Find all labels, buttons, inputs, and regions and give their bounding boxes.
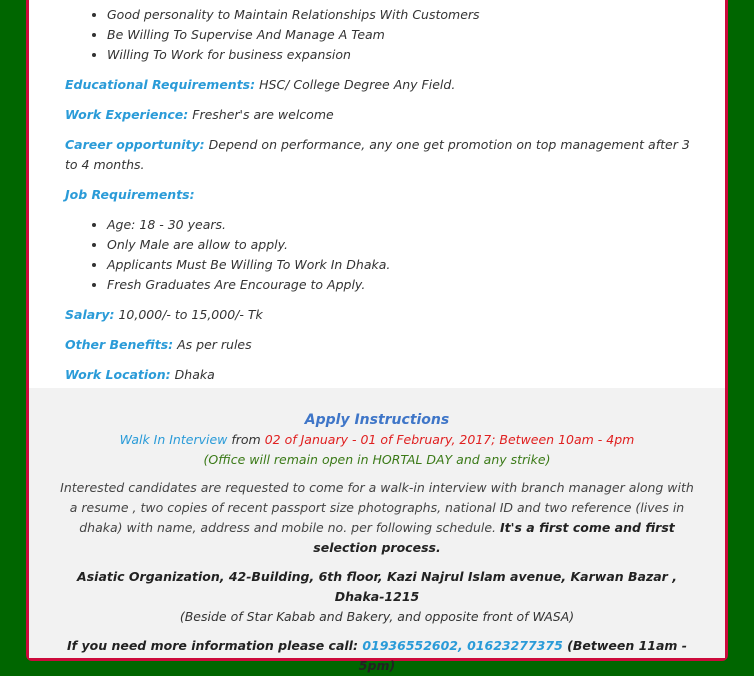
career-value: Depend on performance, any one get promotion on top management after 3 to 4 months. [65,137,690,172]
experience-label: Work Experience: [65,107,189,122]
career-row [65,135,705,175]
list-item: • Good personality to Maintain Relationships With Customers [107,5,705,25]
salary-row [65,305,705,325]
address-block [55,567,699,627]
walk-in-label: Walk In Interview [119,432,228,447]
phone-numbers[interactable]: 01936552602, 01623277375 [362,638,563,653]
list-item: • Age: 18 - 30 years. [107,215,705,235]
office-note: (Office will remain open in HORTAL DAY and any strike) [203,452,551,467]
education-label: Educational Requirements: [65,77,256,92]
location-value: Dhaka [174,367,215,382]
benefits-value: As per rules [177,337,252,352]
education-row [65,75,705,95]
job-requirements-list [65,215,705,295]
job-requirements-row [65,185,705,205]
interview-dates: 02 of January - 01 of February, 2017; Between 10am - 4pm [264,432,635,447]
list-item: • Fresh Graduates Are Encourage to Apply. [107,275,705,295]
location-label: Work Location: [65,367,171,382]
list-item: • Only Male are allow to apply. [107,235,705,255]
apply-paragraph-text: Interested candidates are requested to come for a walk-in interview with branch manager along with a resume , two copies of recent passport size photographs, national ID and two reference (lives in dhaka) with name, address and mobile no. per following schedule. [60,480,694,535]
education-value: HSC/ College Degree Any Field. [259,77,456,92]
apply-instructions [29,388,725,673]
career-label: Career opportunity: [65,137,205,152]
apply-paragraph [55,478,699,558]
apply-paragraph-bold: It's a first come and first selection process. [313,520,675,555]
benefits-label: Other Benefits: [65,337,174,352]
list-item: • Be Willing To Supervise And Manage A Team [107,25,705,45]
contact-line [55,636,699,676]
list-item: • Willing To Work for business expansion [107,45,705,65]
contact-prefix: If you need more information please call: [67,638,358,653]
from-text: from [231,432,261,447]
contact-suffix: (Between 11am - 5pm) [358,638,687,673]
list-item: • Applicants Must Be Willing To Work In Dhaka. [107,255,705,275]
benefits-row [65,335,705,355]
experience-row [65,105,705,125]
top-bullet-list [65,0,705,65]
address: Asiatic Organization, 42-Building, 6th floor, Kazi Najrul Islam avenue, Karwan Bazar , Dhaka-1215 [77,569,677,604]
apply-title: Apply Instructions [304,412,450,428]
walk-in-line [55,430,699,450]
address-note: (Beside of Star Kabab and Bakery, and opposite front of WASA) [179,609,575,624]
salary-value: 10,000/- to 15,000/- Tk [118,307,263,322]
location-row [65,365,705,385]
job-requirements-label: Job Requirements: [65,187,195,202]
salary-label: Salary: [65,307,115,322]
experience-value: Fresher's are welcome [192,107,334,122]
job-details [29,0,725,385]
job-post-card [26,0,728,673]
